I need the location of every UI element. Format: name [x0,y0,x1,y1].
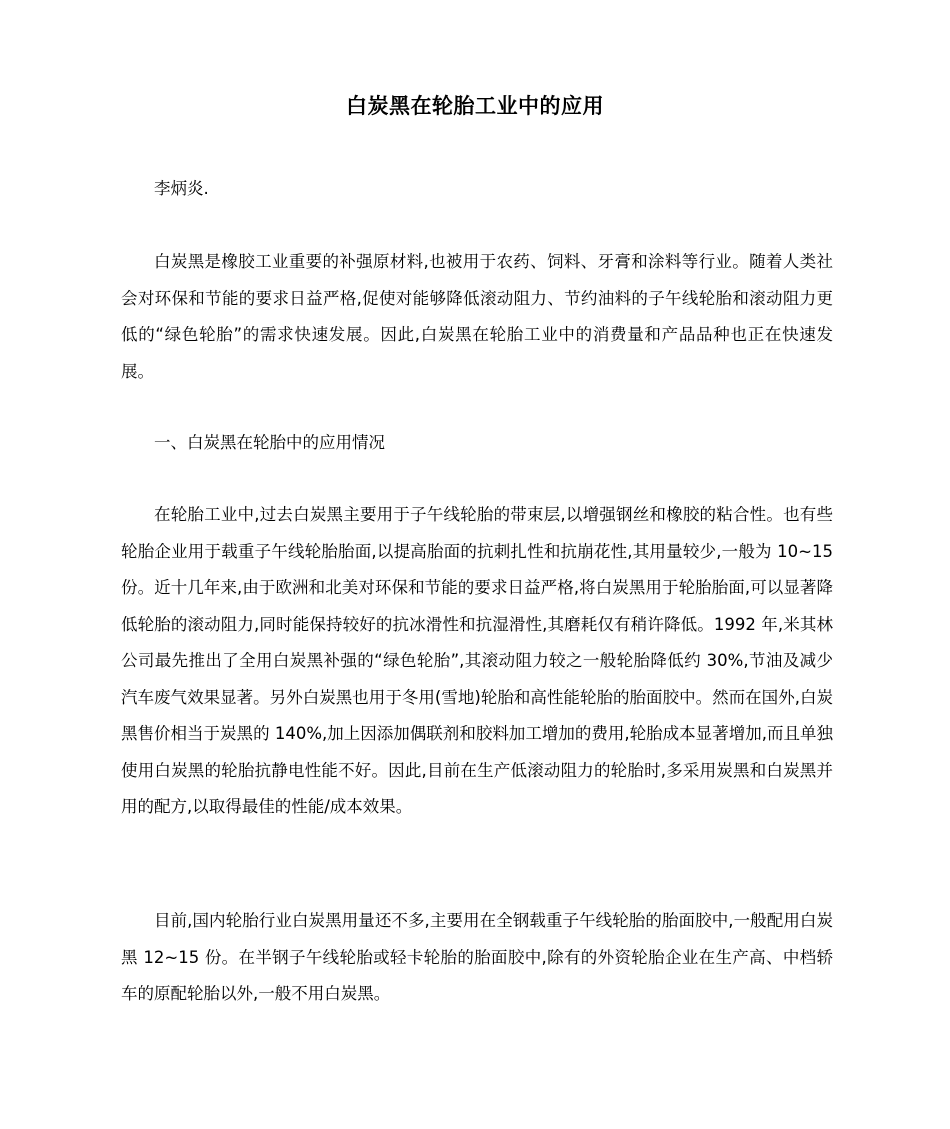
document-title: 白炭黑在轮胎工业中的应用 [346,94,604,118]
author-line [121,171,833,208]
intro-paragraph-block [121,244,833,390]
section-paragraph-2-block [121,903,833,1013]
author-name: 李炳炎. [154,179,209,198]
section-paragraph-2: 目前,国内轮胎行业白炭黑用量还不多,主要用在全钢载重子午线轮胎的胎面胶中,一般配用白炭黑 12~15 份。在半钢子午线轮胎或轻卡轮胎的胎面胶中,除有的外资轮胎企业在生产高、中档轿车的原配轮胎以外,一般不用白炭黑。 [121,911,833,1003]
section-paragraph-1-block [121,497,833,826]
section-heading-block [121,425,833,462]
section-paragraph-1: 在轮胎工业中,过去白炭黑主要用于子午线轮胎的带束层,以增强钢丝和橡胶的粘合性。也有些轮胎企业用于载重子午线轮胎胎面,以提高胎面的抗刺扎性和抗崩花性,其用量较少,一般为 10~15 份。近十几年来,由于欧洲和北美对环保和节能的要求日益严格,将白炭黑用于轮胎胎面,可以显著降低轮胎的滚动阻力,同时能保持较好的抗冰滑性和抗湿滑性,其磨耗仅有稍许降低。1992 年,米其林公司最先推出了全用白炭黑补强的“绿色轮胎”,其滚动阻力较之一般轮胎降低约 30%,节油及减少汽车废气效果显著。另外白炭黑也用于冬用(雪地)轮胎和高性能轮胎的胎面胶中。然而在国外,白炭黑售价相当于炭黑的 140%,加上因添加偶联剂和胶料加工增加的费用,轮胎成本显著增加,而且单独使用白炭黑的轮胎抗静电性能不好。因此,目前在生产低滚动阻力的轮胎时,多采用炭黑和白炭黑并用的配方,以取得最佳的性能/成本效果。 [121,505,833,816]
intro-paragraph: 白炭黑是橡胶工业重要的补强原材料,也被用于农药、饲料、牙膏和涂料等行业。随着人类社会对环保和节能的要求日益严格,促使对能够降低滚动阻力、节约油料的子午线轮胎和滚动阻力更低的“绿色轮胎”的需求快速发展。因此,白炭黑在轮胎工业中的消费量和产品品种也正在快速发展。 [121,252,833,381]
section-heading: 一、白炭黑在轮胎中的应用情况 [154,433,385,452]
